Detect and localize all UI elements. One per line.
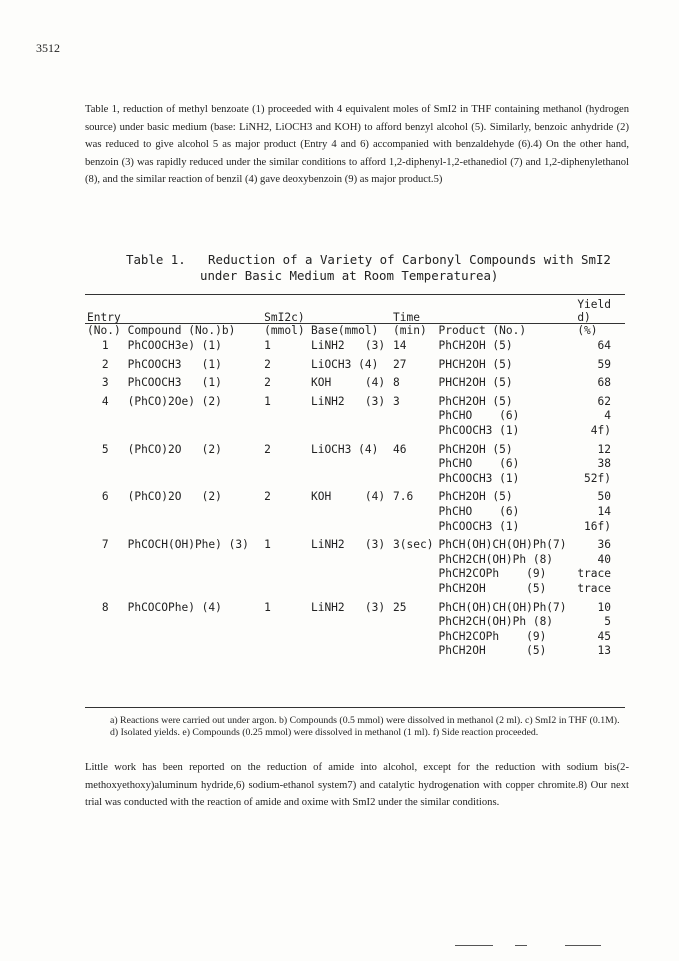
table-top-rule	[85, 294, 625, 295]
cell-base: LiNH2 (3)	[310, 339, 386, 352]
footer-dash	[455, 945, 493, 946]
cell-yield: 59	[597, 357, 611, 371]
cell-base	[309, 520, 391, 535]
cell-yield: 68	[597, 376, 611, 390]
cell-base: LiNH2 (3)	[310, 538, 386, 552]
cell-yield: 12	[597, 442, 611, 456]
table-row	[85, 339, 625, 354]
cell-yield: 38	[597, 457, 611, 471]
cell-time: 25	[393, 600, 407, 614]
cell-product: PhCOOCH3 (1)	[438, 471, 520, 485]
header-entry: Entry (No.)	[87, 311, 121, 337]
table-row	[85, 472, 625, 487]
cell-yield: 14	[597, 504, 611, 518]
cell-smi2: 1	[264, 339, 271, 352]
cell-time: 3	[393, 394, 400, 408]
cell-smi2: 1	[264, 538, 271, 552]
table-row	[85, 534, 625, 553]
results-table	[85, 296, 625, 659]
cell-compound: PhCOCH(OH)Phe) (3)	[127, 538, 249, 552]
cell-smi2: 2	[264, 442, 271, 456]
cell-base	[309, 582, 391, 597]
table-row	[85, 630, 625, 645]
cell-product: PhCH2COPh (9)	[438, 629, 547, 643]
cell-time	[391, 553, 436, 568]
cell-compound: PhCOCOPhe) (4)	[127, 600, 222, 614]
footer-dash	[515, 945, 527, 946]
cell-time	[391, 644, 436, 659]
cell-product: PhCH2OH (5)	[438, 644, 547, 658]
cell-product: PhCH2OH (5)	[438, 442, 513, 456]
cell-base	[309, 644, 391, 659]
cell-entry: 6	[101, 490, 109, 504]
cell-smi2	[262, 567, 309, 582]
table-row	[85, 354, 625, 373]
closing-paragraph: Little work has been reported on the reduction of amide into alcohol, except for the reduction with sodium bis(2-methoxyethoxy)aluminum hydride,6) sodium-ethanol system7) and catalytic hydrogenation with copper chromite.8) Our next trial was conducted with the reaction of amide and oxime with SmI2 under the similar conditions.	[85, 762, 629, 809]
cell-entry: 5	[101, 442, 109, 456]
cell-entry	[85, 472, 126, 487]
cell-base	[309, 567, 391, 582]
cell-time	[391, 409, 436, 424]
cell-yield: 52f)	[584, 471, 611, 485]
cell-smi2	[262, 472, 309, 487]
cell-base: KOH (4)	[310, 490, 386, 504]
header-product: Product (No.)	[438, 324, 527, 337]
cell-base	[309, 424, 391, 439]
cell-product: PhCOOCH3 (1)	[438, 519, 520, 533]
cell-base: KOH (4)	[310, 376, 386, 390]
cell-product: PhCH2OH (5)	[438, 394, 513, 408]
cell-base	[309, 630, 391, 645]
table-row	[85, 486, 625, 505]
header-yield: Yield d) (%)	[577, 298, 611, 337]
cell-yield: 40	[597, 552, 611, 566]
cell-product: PhCH2CH(OH)Ph (8)	[438, 615, 554, 629]
cell-compound	[126, 644, 263, 659]
table-caption-line2: under Basic Medium at Room Temperaturea)	[200, 268, 499, 283]
cell-time: 3(sec)	[393, 538, 434, 552]
table-row	[85, 409, 625, 424]
cell-entry: 8	[101, 600, 109, 614]
cell-time: 27	[393, 357, 407, 371]
table-row	[85, 553, 625, 568]
cell-compound	[126, 520, 263, 535]
cell-smi2	[262, 409, 309, 424]
cell-yield: trace	[577, 567, 611, 581]
cell-time	[391, 582, 436, 597]
footer-dash	[565, 945, 601, 946]
cell-base	[309, 409, 391, 424]
table-row	[85, 597, 625, 616]
cell-yield: 64	[597, 339, 611, 352]
cell-entry	[85, 553, 126, 568]
cell-entry: 3	[101, 376, 109, 390]
cell-time	[391, 424, 436, 439]
cell-compound	[126, 472, 263, 487]
cell-yield: 16f)	[584, 519, 611, 533]
cell-yield: trace	[577, 581, 611, 595]
header-smi2: SmI2c) (mmol)	[264, 311, 305, 337]
cell-entry: 4	[101, 394, 109, 408]
cell-compound: PhCOOCH3 (1)	[127, 376, 222, 390]
cell-time	[391, 472, 436, 487]
table-footnotes: a) Reactions were carried out under argon. b) Compounds (0.5 mmol) were dissolved in methanol (2 ml). c) SmI2 in THF (0.1M). d) Isolated yields. e) Compounds (0.25 mmol) were dissolved in methanol (1 ml). f) Side reaction proceeded.	[110, 715, 620, 738]
table-bottom-rule	[85, 707, 625, 708]
cell-compound	[126, 630, 263, 645]
cell-product: PhCH(OH)CH(OH)Ph(7)	[438, 538, 567, 552]
cell-product: PhCH2COPh (9)	[438, 567, 547, 581]
page-number: 3512	[36, 41, 60, 55]
cell-compound: (PhCO)2O (2)	[127, 442, 222, 456]
cell-time: 8	[393, 376, 400, 390]
cell-base: LiNH2 (3)	[310, 600, 386, 614]
header-compound: Compound (No.)b)	[127, 324, 236, 337]
table-row	[85, 582, 625, 597]
cell-product: PhCHO (6)	[438, 457, 520, 471]
cell-entry: 1	[101, 339, 109, 352]
table-row	[85, 457, 625, 472]
cell-compound	[126, 567, 263, 582]
cell-smi2	[262, 644, 309, 659]
cell-compound	[126, 505, 263, 520]
cell-base	[309, 553, 391, 568]
table-caption-line1: Table 1. Reduction of a Variety of Carbonyl Compounds with SmI2	[126, 252, 611, 267]
cell-yield: 45	[597, 629, 611, 643]
cell-time: 7.6	[393, 490, 414, 504]
header-base: Base(mmol)	[310, 324, 379, 337]
cell-compound	[126, 424, 263, 439]
cell-product: PhCH2CH(OH)Ph (8)	[438, 552, 554, 566]
cell-product: PhCH2OH (5)	[438, 490, 513, 504]
cell-entry: 2	[101, 357, 109, 371]
cell-entry: 7	[101, 538, 109, 552]
cell-yield: 10	[597, 600, 611, 614]
cell-yield: 5	[604, 615, 611, 629]
cell-entry	[85, 644, 126, 659]
cell-entry	[85, 520, 126, 535]
cell-smi2	[262, 615, 309, 630]
cell-compound: (PhCO)2O (2)	[127, 490, 222, 504]
cell-time: 46	[393, 442, 407, 456]
intro-paragraph: Table 1, reduction of methyl benzoate (1) proceeded with 4 equivalent moles of SmI2 in THF containing methanol (hydrogen source) under basic medium (base: LiNH2, LiOCH3 and KOH) to afford benzyl alcohol (5). Similarly, benzoic anhydride (2) was reduced to give alcohol 5 as major product (Entry 4 and 6) accompanied with benzaldehyde (6).4) On the other hand, benzoin (3) was rapidly reduced under the similar conditions to afford 1,2-diphenyl-1,2-ethanediol (7) and 1,2-diphenylethanol (8), and the similar reaction of benzil (4) gave deoxybenzoin (9) as major product.5)	[85, 104, 629, 186]
table-row	[85, 439, 625, 458]
cell-base: LiNH2 (3)	[310, 394, 386, 408]
cell-entry	[85, 505, 126, 520]
cell-yield: 62	[597, 394, 611, 408]
cell-smi2: 1	[264, 394, 271, 408]
cell-smi2	[262, 457, 309, 472]
cell-time	[391, 505, 436, 520]
cell-compound	[126, 553, 263, 568]
cell-smi2	[262, 553, 309, 568]
table-header-row	[85, 296, 625, 339]
cell-entry	[85, 567, 126, 582]
cell-compound: PhCOOCH3e) (1)	[127, 339, 222, 352]
table-caption	[126, 252, 626, 284]
cell-time: 14	[393, 339, 407, 352]
cell-entry	[85, 424, 126, 439]
cell-smi2: 1	[264, 600, 271, 614]
cell-base	[309, 615, 391, 630]
cell-smi2	[262, 520, 309, 535]
table-row	[85, 391, 625, 410]
cell-base	[309, 472, 391, 487]
cell-product: PhCH2OH (5)	[438, 339, 513, 352]
cell-yield: 50	[597, 490, 611, 504]
table-row	[85, 520, 625, 535]
cell-product: PhCHO (6)	[438, 504, 520, 518]
cell-product: PhCOOCH3 (1)	[438, 423, 520, 437]
table-row	[85, 424, 625, 439]
cell-entry	[85, 582, 126, 597]
table-row	[85, 505, 625, 520]
cell-product: PhCH2OH (5)	[438, 581, 547, 595]
table-row	[85, 615, 625, 630]
header-time: Time (min)	[393, 311, 427, 337]
cell-compound: PhCOOCH3 (1)	[127, 357, 222, 371]
cell-smi2	[262, 582, 309, 597]
cell-entry	[85, 630, 126, 645]
table-row	[85, 644, 625, 659]
cell-product: PHCH2OH (5)	[438, 357, 513, 371]
cell-yield: 13	[597, 644, 611, 658]
cell-yield: 4	[604, 409, 611, 423]
cell-base: LiOCH3 (4)	[310, 357, 379, 371]
cell-smi2: 2	[264, 376, 271, 390]
table-row	[85, 372, 625, 391]
cell-compound	[126, 582, 263, 597]
cell-compound	[126, 457, 263, 472]
cell-time	[391, 567, 436, 582]
cell-yield: 36	[597, 538, 611, 552]
cell-time	[391, 457, 436, 472]
cell-smi2: 2	[264, 357, 271, 371]
cell-entry	[85, 615, 126, 630]
cell-compound	[126, 615, 263, 630]
cell-base	[309, 505, 391, 520]
cell-time	[391, 520, 436, 535]
cell-time	[391, 630, 436, 645]
cell-product: PhCHO (6)	[438, 409, 520, 423]
cell-compound	[126, 409, 263, 424]
cell-smi2	[262, 424, 309, 439]
cell-base	[309, 457, 391, 472]
table-body	[85, 339, 625, 659]
cell-smi2	[262, 505, 309, 520]
cell-product: PHCH2OH (5)	[438, 376, 513, 390]
cell-time	[391, 615, 436, 630]
cell-yield: 4f)	[590, 423, 611, 437]
cell-product: PhCH(OH)CH(OH)Ph(7)	[438, 600, 567, 614]
cell-entry	[85, 409, 126, 424]
cell-base: LiOCH3 (4)	[310, 442, 379, 456]
cell-entry	[85, 457, 126, 472]
table-row	[85, 567, 625, 582]
cell-smi2	[262, 630, 309, 645]
cell-smi2: 2	[264, 490, 271, 504]
cell-compound: (PhCO)2Oe) (2)	[127, 394, 222, 408]
